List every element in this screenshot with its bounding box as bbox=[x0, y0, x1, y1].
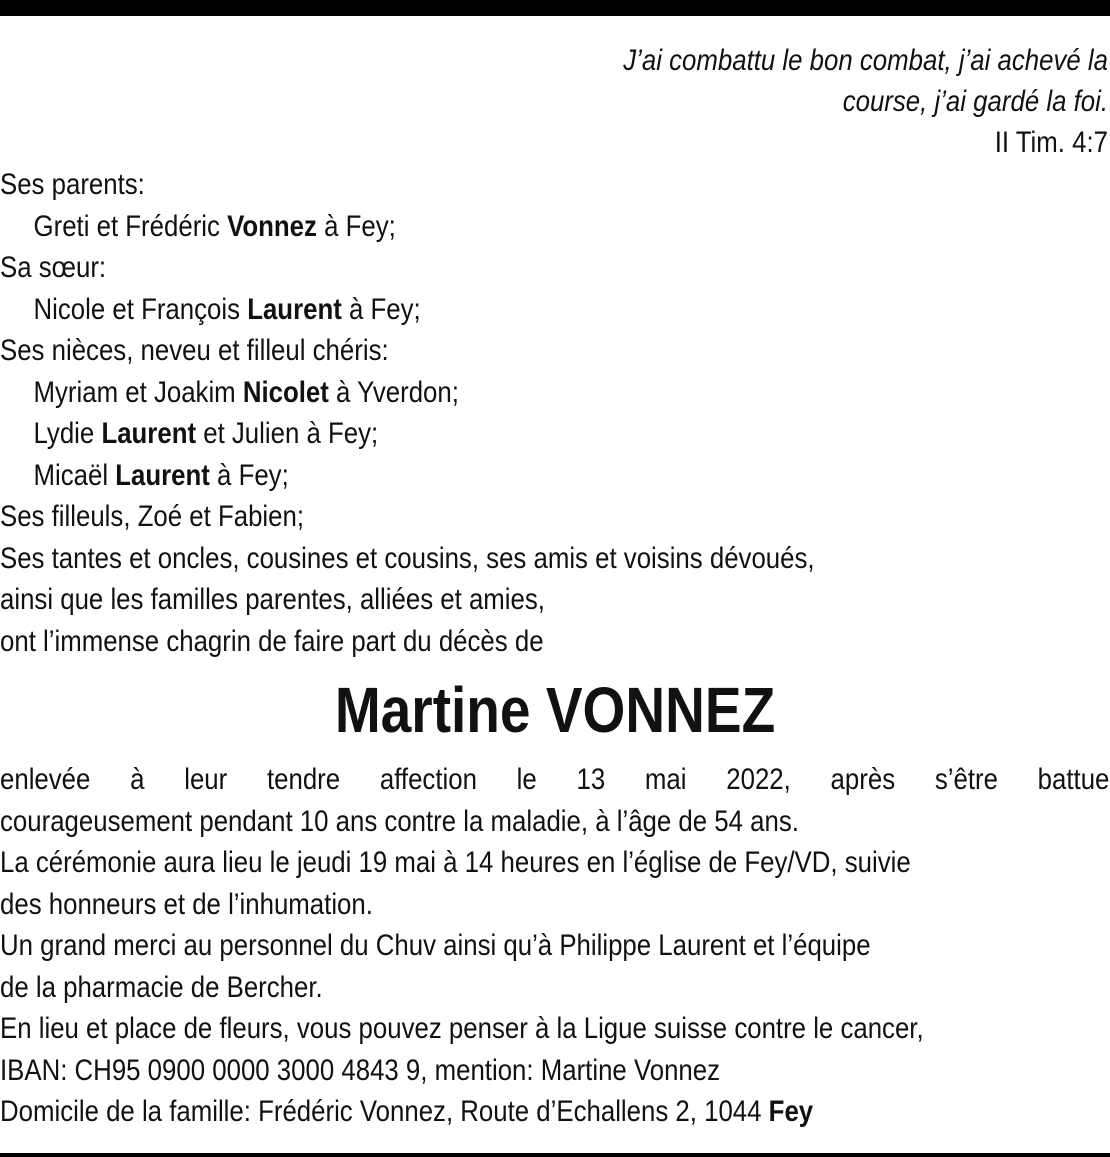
entry-surname: Vonnez bbox=[227, 209, 317, 243]
ceremony-line-1: La cérémonie aura lieu le jeudi 19 mai à 14 heures en l’église de Fey/VD, suivie bbox=[0, 846, 911, 879]
parents-entry bbox=[0, 206, 1109, 248]
niece-entry bbox=[0, 455, 1109, 497]
godchildren-line: Ses filleuls, Zoé et Fabien; bbox=[0, 500, 305, 533]
domicile-town: Fey bbox=[768, 1095, 814, 1128]
entry-place: à Fey; bbox=[341, 292, 421, 326]
entry-text: Nicole et François bbox=[33, 292, 248, 326]
sister-entry bbox=[0, 289, 1109, 331]
entry-text: Greti et Frédéric bbox=[33, 209, 228, 243]
entry-surname: Laurent bbox=[115, 458, 210, 492]
passing-line-1: enlevée à leur tendre affection le 13 mai 2022, après s’être battue bbox=[0, 763, 1110, 796]
thanks-line-1: Un grand merci au personnel du Chuv ainsi qu’à Philippe Laurent et l’équipe bbox=[0, 929, 871, 962]
domicile-line bbox=[0, 1091, 1109, 1133]
ceremony-line-2: des honneurs et de l’inhumation. bbox=[0, 887, 373, 921]
donation-line-1: En lieu et place de fleurs, vous pouvez penser à la Ligue suisse contre le cancer, bbox=[0, 1012, 924, 1045]
quote-line-1: J’ai combattu le bon combat, j’ai achevé la bbox=[623, 44, 1108, 77]
entry-place: à Fey; bbox=[209, 458, 289, 492]
family-list bbox=[0, 164, 1109, 662]
entry-place: à Yverdon; bbox=[328, 375, 459, 409]
niece-entry bbox=[0, 372, 1109, 414]
sister-heading: Sa sœur: bbox=[0, 251, 107, 284]
families-line: ainsi que les familles parentes, alliées et amies, bbox=[0, 583, 545, 616]
nieces-heading: Ses nièces, neveu et filleul chéris: bbox=[0, 334, 389, 367]
entry-surname: Laurent bbox=[101, 417, 197, 450]
announcement-line: ont l’immense chagrin de faire part du décès de bbox=[0, 624, 544, 658]
quote-reference: II Tim. 4:7 bbox=[994, 126, 1108, 159]
relatives-line: Ses tantes et oncles, cousines et cousins, ses amis et voisins dévoués, bbox=[0, 541, 815, 575]
top-rule bbox=[0, 0, 1110, 16]
quote-line-2: course, j’ai gardé la foi. bbox=[842, 85, 1108, 118]
details-section bbox=[0, 759, 1109, 1133]
bible-quote bbox=[489, 40, 1108, 163]
entry-text: Lydie bbox=[33, 417, 102, 450]
passing-line-2: courageusement pendant 10 ans contre la maladie, à l’âge de 54 ans. bbox=[0, 804, 799, 838]
entry-text: Myriam et Joakim bbox=[33, 375, 243, 409]
bottom-rule bbox=[0, 1153, 1110, 1157]
niece-entry bbox=[0, 413, 1109, 455]
domicile-text: Domicile de la famille: Frédéric Vonnez, Route d’Echallens 2, 1044 bbox=[0, 1095, 769, 1128]
parents-heading: Ses parents: bbox=[0, 168, 145, 201]
deceased-name: Martine VONNEZ bbox=[334, 674, 776, 746]
entry-place: et Julien à Fey; bbox=[196, 417, 379, 450]
entry-surname: Laurent bbox=[247, 292, 342, 326]
entry-surname: Nicolet bbox=[242, 375, 329, 409]
thanks-line-2: de la pharmacie de Bercher. bbox=[0, 970, 323, 1004]
donation-line-2: IBAN: CH95 0900 0000 3000 4843 9, mention: Martine Vonnez bbox=[0, 1053, 721, 1087]
entry-text: Micaël bbox=[33, 458, 116, 492]
entry-place: à Fey; bbox=[316, 209, 396, 243]
